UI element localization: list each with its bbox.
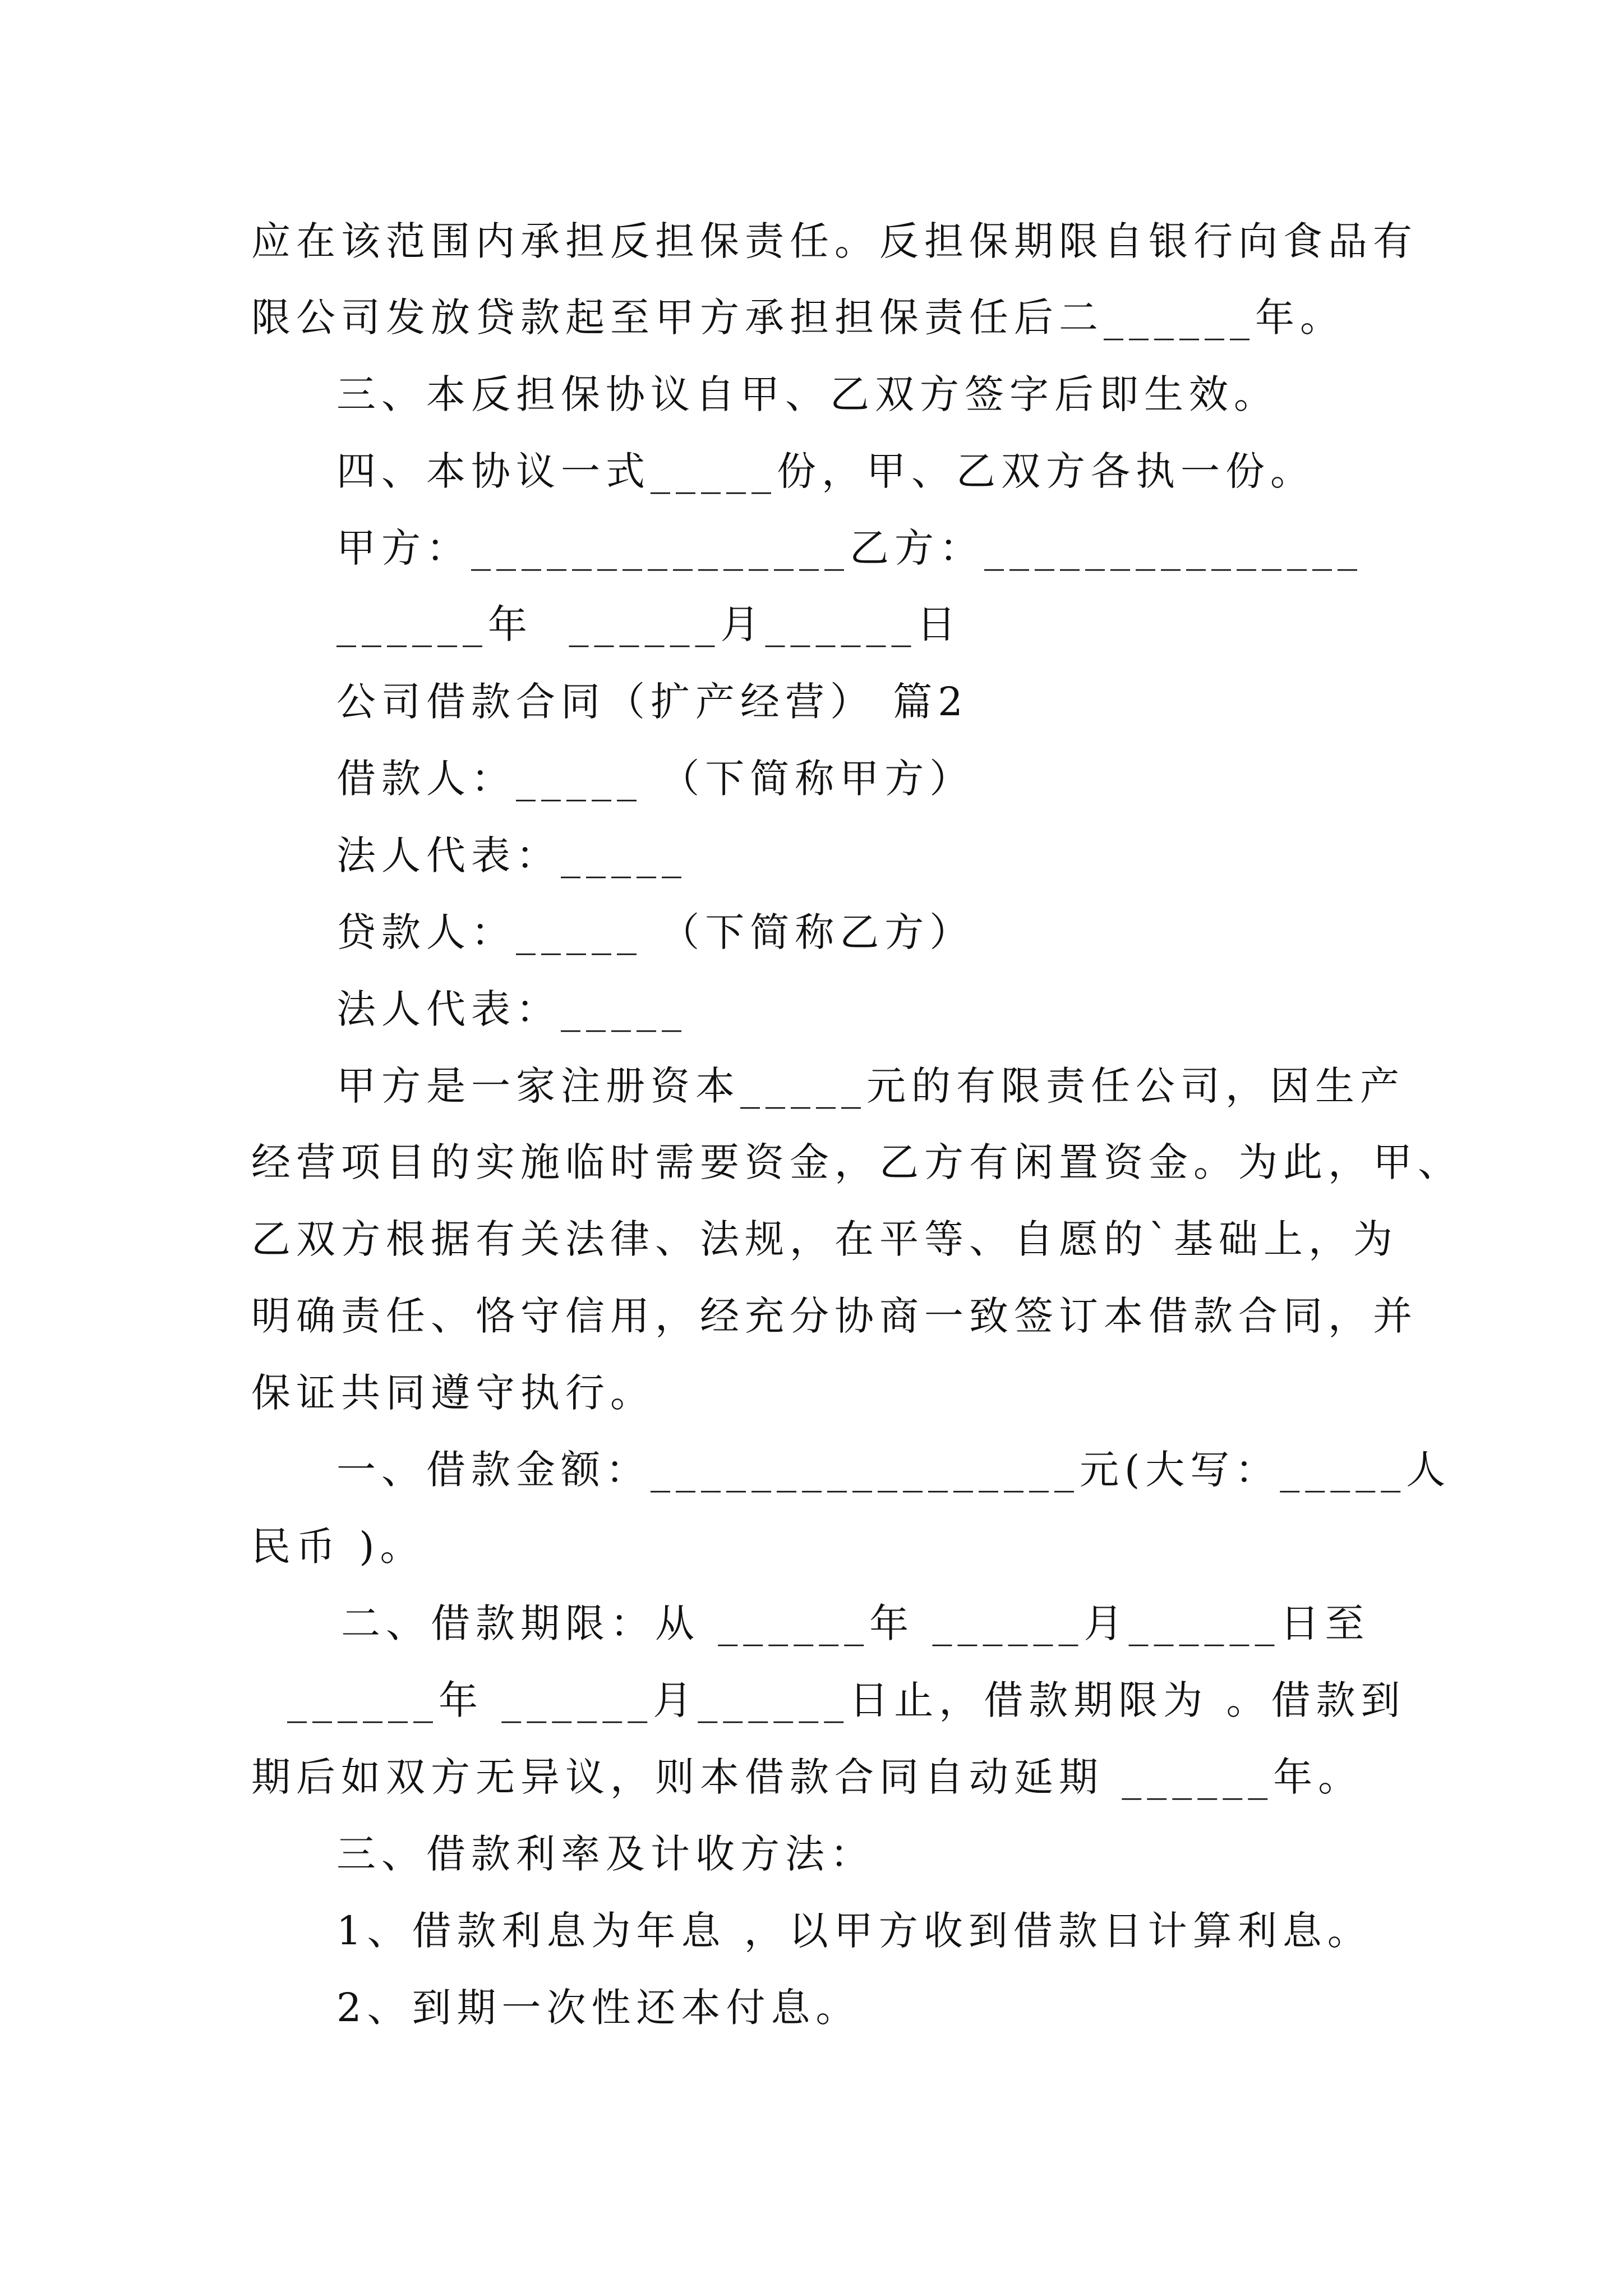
loan-term-line: 二、借款期限：从 ______年 ______月______日至 (341, 1600, 1370, 1646)
paragraph-line: 民币 )。 (251, 1524, 425, 1570)
interest-item-1: 1、借款利息为年息 ，以甲方收到借款日计算利息。 (336, 1908, 1372, 1954)
interest-item-2: 2、到期一次性还本付息。 (336, 1985, 861, 2031)
interest-heading: 三、借款利率及计收方法： (336, 1831, 875, 1877)
paragraph-line: 经营项目的实施临时需要资金，乙方有闲置资金。为此，甲、 (251, 1139, 1463, 1185)
paragraph-line: 限公司发放贷款起至甲方承担担保责任后二______年。 (251, 295, 1345, 341)
paragraph-line: ______年 ______月______日止，借款期限为 。借款到 (287, 1677, 1406, 1723)
borrower-line: 借款人：_____ （下简称甲方） (336, 756, 975, 802)
date-line: ______年 ______月______日 (336, 601, 962, 647)
clause-4: 四、本协议一式_____份，甲、乙双方各执一份。 (336, 448, 1315, 494)
legal-rep-line: 法人代表：_____ (336, 832, 687, 878)
paragraph-line: 保证共同遵守执行。 (251, 1370, 655, 1416)
signature-line: 甲方：_______________乙方：_______________ (336, 525, 1363, 571)
paragraph-line: 应在该范围内承担反担保责任。反担保期限自银行向食品有 (251, 218, 1418, 264)
section-title: 公司借款合同（扩产经营） 篇2 (336, 679, 969, 725)
legal-rep-line: 法人代表：_____ (336, 986, 687, 1032)
paragraph-line: 乙双方根据有关法律、法规，在平等、自愿的`基础上，为 (251, 1216, 1398, 1262)
loan-amount-line: 一、借款金额：_________________元(大写：_____人 (336, 1447, 1451, 1493)
paragraph-line: 明确责任、恪守信用，经充分协商一致签订本借款合同，并 (251, 1293, 1418, 1339)
clause-3: 三、本反担保协议自甲、乙双方签字后即生效。 (336, 371, 1279, 417)
paragraph-line: 甲方是一家注册资本_____元的有限责任公司，因生产 (336, 1063, 1405, 1109)
lender-line: 贷款人：_____ （下简称乙方） (336, 909, 975, 955)
paragraph-line: 期后如双方无异议，则本借款合同自动延期 ______年。 (251, 1754, 1363, 1800)
